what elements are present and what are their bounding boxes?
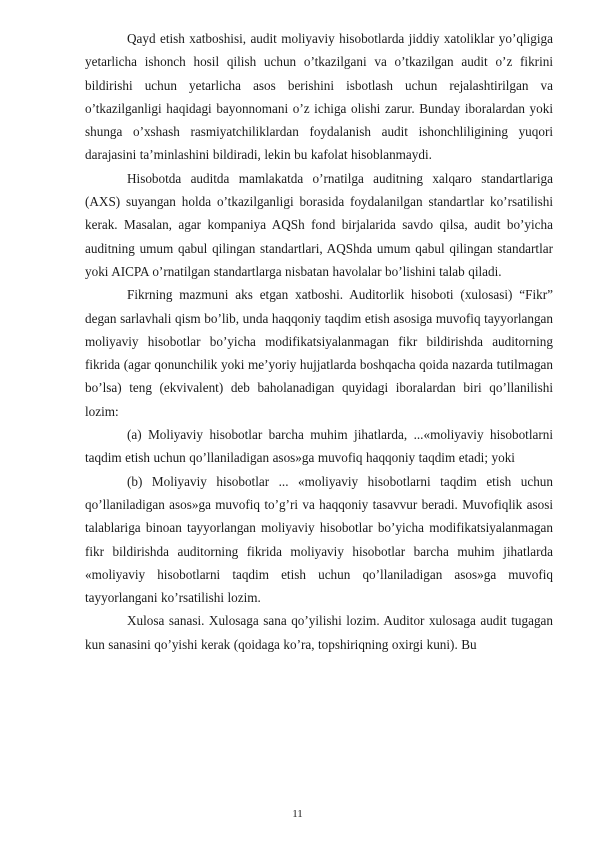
page-number: 11 — [292, 808, 303, 820]
paragraph-qayd-etish: Qayd etish xatboshisi, audit moliyaviy hisobotlarda jiddiy xatoliklar yo’qligiga yetarlicha ishonch hosil qilish uchun o’tkazilgani va o’tkazilgan audit o’z fikrini bildirishi uchun yetarlicha asos berishini isbotlash uchun rejalashtirilgan va o’tkazilganligi haqidagi bayonnomani o’z ichiga olishi zarur. Bunday iboralardan yoki shunga o’xshash rasmiyatchiliklardan foydalanish audit ishonchliligining yuqori darajasini ta’minlashini bildiradi, lekin bu kafolat hisoblanmaydi. — [85, 31, 553, 163]
document-body — [85, 27, 553, 656]
paragraph-item-a: (a) Moliyaviy hisobotlar barcha muhim jihatlarda, ...«moliyaviy hisobotlarni taqdim etish uchun qo’llaniladigan asos»ga muvofiq haqqoniy taqdim etadi; yoki — [85, 427, 553, 466]
paragraph-standartlar: Hisobotda auditda mamlakatda o’rnatilga auditning xalqaro standartlariga (AXS) suyangan holda o’tkazilganligi borasida foydalanilgan standartlar ko’rsatilishi kerak. Masalan, agar kompaniya AQSh fond birjalarida savdo qilsa, audit bo’yicha auditning umum qabul qilingan standartlari, AQShda umum qabul qilingan standartlar yoki AICPA o’rnatilgan standartlarga nisbatan havolalar bo’lishini talab qiladi. — [85, 170, 553, 279]
paragraph-xulosa-sanasi: Xulosa sanasi. Xulosaga sana qo’yilishi lozim. Auditor xulosaga audit tugagan kun sanasini qo’yishi kerak (qoidaga ko’ra, topshiriqning oxirgi kuni). Bu — [85, 613, 553, 652]
paragraph-item-b: (b) Moliyaviy hisobotlar ... «moliyaviy hisobotlarni taqdim etish uchun qo’llaniladigan asos»ga muvofiq to’g’ri va haqqoniy tasavvur beradi. Muvofiqlik asosi talablariga binoan tayyorlangan moliyaviy hisobotlar bo’yicha modifikatsiyalanmagan fikr bildirishda auditorning fikrida moliyaviy hisobotlar barcha muhim jihatlarda «moliyaviy hisobotlarni taqdim etish uchun qo’llaniladigan asos»ga muvofiq tayyorlangani ko’rsatilishi lozim. — [85, 473, 553, 606]
paragraph-fikr-mazmuni: Fikrning mazmuni aks etgan xatboshi. Auditorlik hisoboti (xulosasi) “Fikr” degan sarlavhali qism bo’lib, unda haqqoniy taqdim etish asosiga muvofiq tayyorlangan moliyaviy hisobotlar bo’yicha modifikatsiyalanmagan fikr bildirishda auditorning fikrida (agar qonunchilik yoki me’yoriy hujjatlarda boshqacha qoida nazarda tutilmagan bo’lsa) teng (ekvivalent) deb baholanadigan quyidagi iboralardan biri qo’llanilishi lozim: — [85, 287, 553, 419]
